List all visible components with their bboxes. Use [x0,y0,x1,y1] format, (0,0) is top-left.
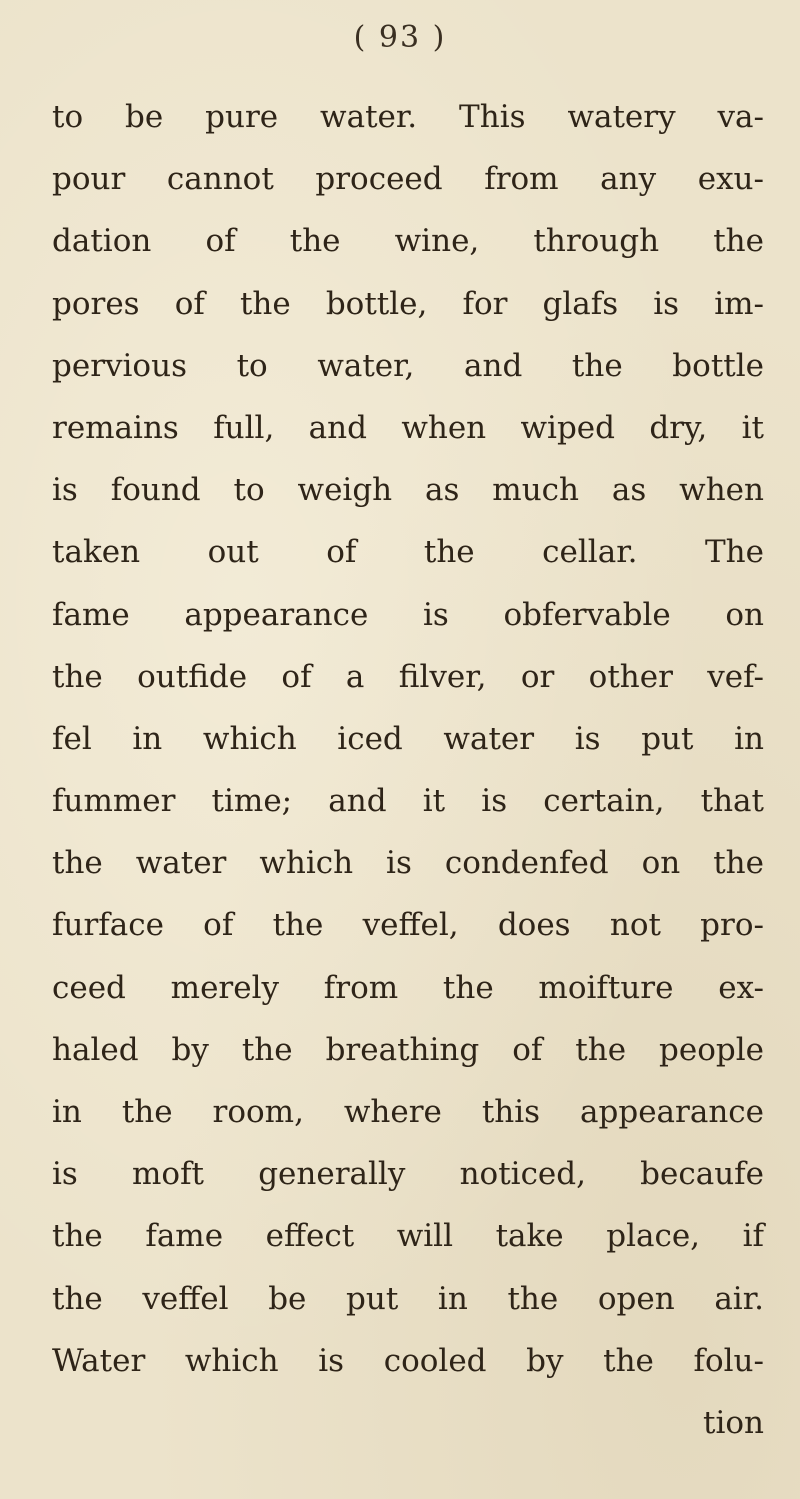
text-line: the fame effect will take place, if [52,1218,764,1255]
text-line: fel in which iced water is put in [52,720,764,757]
text-line: dation of the wine, through the [52,223,764,260]
text-line: pervious to water, and the bottle [52,347,764,384]
catchword: tion [702,1404,764,1441]
text-line: fummer time; and it is certain, that [52,783,764,820]
text-line: pores of the bottle, for glafs is im- [52,285,764,322]
text-line: the outfide of a filver, or other vef- [52,658,764,695]
text-line: the water which is condenfed on the [52,845,764,882]
text-line: is found to weigh as much as when [52,472,764,509]
page-number: ( 93 ) [353,20,447,55]
text-line: furface of the veffel, does not pro- [52,907,764,944]
text-line: to be pure water. This watery va- [52,99,764,135]
text-line: the veffel be put in the open air. [52,1280,764,1317]
text-line: remains full, and when wiped dry, it [52,409,764,446]
text-line: pour cannot proceed from any exu- [52,161,764,198]
text-line: in the room, where this appearance [52,1094,764,1130]
text-line: ceed merely from the moifture ex- [52,969,764,1006]
text-line: Water which is cooled by the folu- [52,1342,764,1379]
text-line: taken out of the cellar. The [52,534,764,571]
text-line: fame appearance is obfervable on [52,596,764,633]
text-line: is moft generally noticed, becaufe [52,1156,764,1193]
text-line: haled by the breathing of the people [52,1031,764,1068]
body-text [52,92,764,1460]
